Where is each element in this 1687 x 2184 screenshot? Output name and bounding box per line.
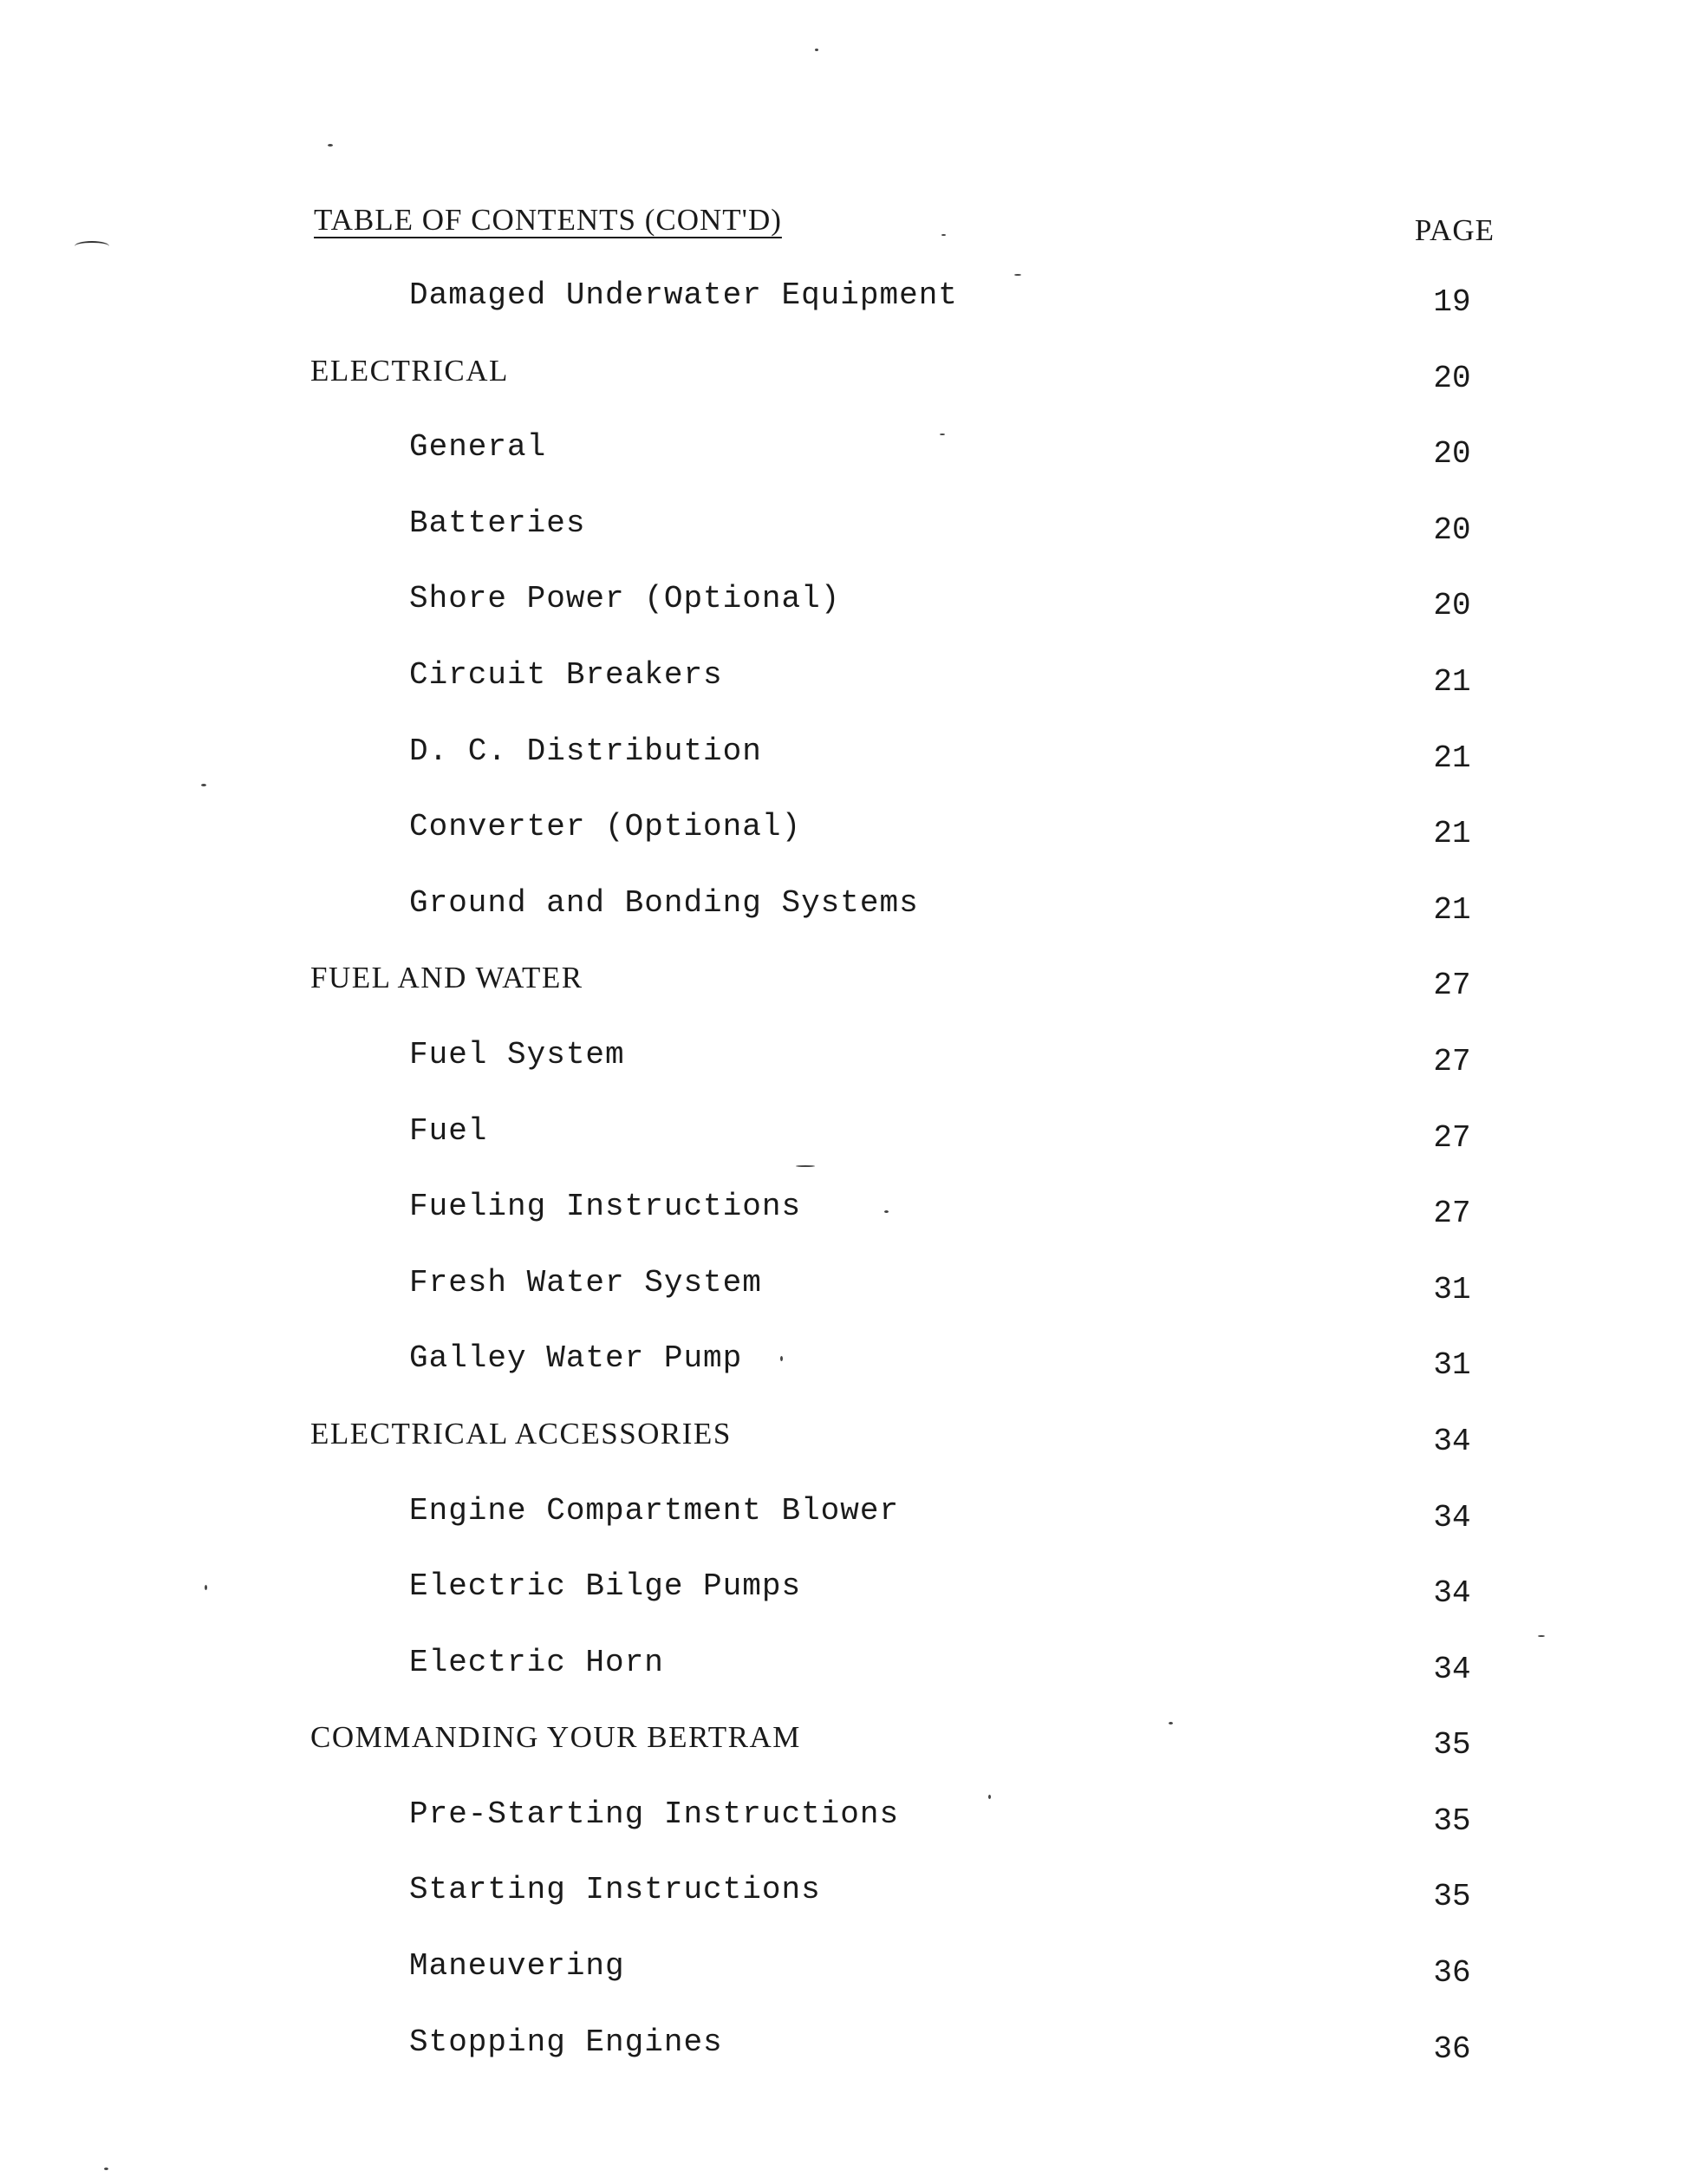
toc-subsection-title: Stopping Engines xyxy=(409,2024,723,2060)
scan-speck xyxy=(1014,274,1021,276)
scan-speck xyxy=(1169,1722,1173,1724)
toc-subsection-title: Galley Water Pump xyxy=(409,1340,743,1377)
toc-page-number: 20 xyxy=(1433,512,1471,548)
toc-subsection-title: Fueling Instructions xyxy=(409,1189,802,1225)
toc-entry xyxy=(0,581,1687,657)
toc-subsection-title: Engine Compartment Blower xyxy=(409,1492,900,1529)
toc-subsection-title: General xyxy=(409,429,547,466)
scan-speck xyxy=(941,234,946,236)
scan-speck xyxy=(1538,1635,1545,1637)
scan-speck xyxy=(884,1210,889,1213)
scan-speck xyxy=(201,784,206,786)
toc-entry xyxy=(0,1645,1687,1721)
scan-speck xyxy=(940,434,945,435)
page-title: TABLE OF CONTENTS (CONT'D) xyxy=(314,203,782,237)
toc-entry xyxy=(0,885,1687,962)
scan-speck xyxy=(815,49,818,51)
toc-page-number: 31 xyxy=(1433,1271,1471,1307)
toc-subsection-title: Fuel System xyxy=(409,1036,625,1072)
toc-subsection-title: Starting Instructions xyxy=(409,1872,821,1908)
toc-subsection-title: Pre-Starting Instructions xyxy=(409,1796,900,1832)
toc-entry xyxy=(0,733,1687,810)
toc-subsection-title: Ground and Bonding Systems xyxy=(409,884,919,921)
toc-entry xyxy=(0,1796,1687,1873)
toc-entry xyxy=(0,1037,1687,1113)
toc-entry xyxy=(0,809,1687,885)
toc-subsection-title: Electric Bilge Pumps xyxy=(409,1568,802,1605)
toc-entry xyxy=(0,1113,1687,1190)
toc-subsection-title: Circuit Breakers xyxy=(409,656,723,693)
toc-entry xyxy=(0,277,1687,354)
toc-page-number: 27 xyxy=(1433,1119,1471,1156)
toc-page-number: 21 xyxy=(1433,740,1471,776)
scan-speck xyxy=(328,144,333,147)
toc-subsection-title: Batteries xyxy=(409,505,586,541)
toc-section-title: ELECTRICAL xyxy=(310,353,509,388)
toc-page-number: 34 xyxy=(1433,1651,1471,1687)
toc-subsection-title: Converter (Optional) xyxy=(409,809,802,845)
toc-section-title: COMMANDING YOUR BERTRAM xyxy=(310,1720,801,1755)
toc-entry xyxy=(0,1568,1687,1645)
toc-page-number: 20 xyxy=(1433,436,1471,473)
toc-entry xyxy=(0,1265,1687,1341)
toc-page-number: 36 xyxy=(1433,1955,1471,1992)
toc-subsection-title: Fresh Water System xyxy=(409,1264,762,1301)
toc-subsection-title: Maneuvering xyxy=(409,1948,625,1985)
toc-entry xyxy=(0,505,1687,582)
toc-entry xyxy=(0,429,1687,505)
scan-speck xyxy=(780,1356,783,1361)
toc-entry xyxy=(0,1872,1687,1948)
toc-entry xyxy=(0,1948,1687,2024)
page-column-label: PAGE xyxy=(1414,213,1495,247)
toc-page-number: 35 xyxy=(1433,1727,1471,1763)
toc-section-title: ELECTRICAL ACCESSORIES xyxy=(310,1416,732,1451)
toc-page-number: 31 xyxy=(1433,1347,1471,1384)
toc-page-number: 35 xyxy=(1433,1803,1471,1839)
toc-page-number: 35 xyxy=(1433,1879,1471,1915)
toc-list xyxy=(0,277,1687,2100)
toc-entry xyxy=(0,657,1687,733)
toc-page-number: 34 xyxy=(1433,1499,1471,1535)
toc-subsection-title: Electric Horn xyxy=(409,1644,664,1680)
toc-page-number: 19 xyxy=(1433,284,1471,320)
toc-entry xyxy=(0,354,1687,430)
toc-entry xyxy=(0,1340,1687,1417)
toc-page-number: 36 xyxy=(1433,2031,1471,2067)
scan-speck xyxy=(205,1585,207,1590)
toc-entry xyxy=(0,1720,1687,1796)
toc-page-number: 20 xyxy=(1433,360,1471,396)
toc-entry xyxy=(0,2024,1687,2101)
toc-subsection-title: D. C. Distribution xyxy=(409,733,762,769)
scan-speck xyxy=(104,2168,108,2170)
toc-page-number: 27 xyxy=(1433,1043,1471,1079)
toc-page-number: 27 xyxy=(1433,968,1471,1004)
toc-page-number: 21 xyxy=(1433,816,1471,852)
toc-page-number: 21 xyxy=(1433,891,1471,928)
scan-speck xyxy=(988,1795,991,1799)
scan-mark xyxy=(75,241,109,251)
toc-subsection-title: Shore Power (Optional) xyxy=(409,581,841,617)
toc-header xyxy=(314,203,1501,255)
toc-entry xyxy=(0,961,1687,1037)
toc-page-number: 34 xyxy=(1433,1575,1471,1612)
toc-entry xyxy=(0,1189,1687,1265)
toc-entry xyxy=(0,1417,1687,1493)
toc-page-number: 21 xyxy=(1433,663,1471,700)
scan-speck xyxy=(796,1165,815,1167)
toc-page-number: 34 xyxy=(1433,1423,1471,1459)
toc-page-number: 27 xyxy=(1433,1196,1471,1232)
toc-section-title: FUEL AND WATER xyxy=(310,961,583,995)
toc-page-number: 20 xyxy=(1433,588,1471,624)
toc-subsection-title: Fuel xyxy=(409,1112,488,1149)
toc-subsection-title: Damaged Underwater Equipment xyxy=(409,277,958,313)
toc-entry xyxy=(0,1493,1687,1569)
